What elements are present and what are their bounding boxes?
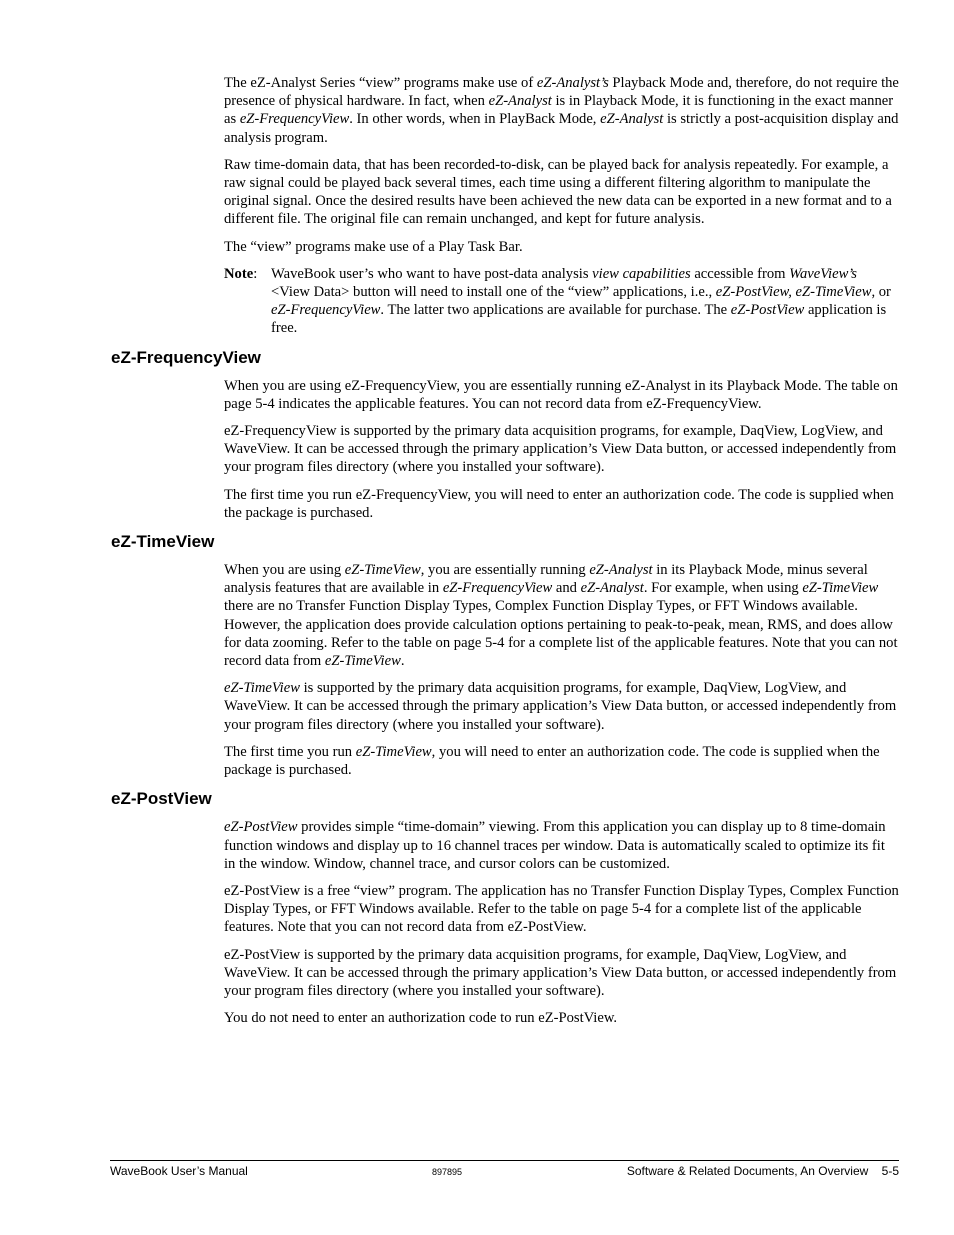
- note-text: [271, 266, 891, 337]
- postview-paragraph-2: [224, 882, 899, 937]
- postview-paragraph-3: [224, 946, 899, 1001]
- text-run: When you are using eZ-FrequencyView, you are essentially running eZ-Analyst in its Playback Mode. The table on page 5-4 indicates the applicable features. You can not record data from eZ-FrequencyView.: [224, 377, 898, 412]
- text-run: , you are essentially running: [420, 562, 590, 579]
- heading-ez-timeview: eZ-TimeView: [111, 532, 215, 552]
- text-run: in its Playback Mode, minus several analysis features that are available in: [224, 562, 868, 597]
- text-run: is in Playback Mode, it is functioning in the exact manner as: [224, 93, 894, 128]
- text-run: application is free.: [271, 302, 887, 337]
- text-run: , or: [871, 284, 891, 301]
- italic-run: WaveView’s: [789, 265, 857, 282]
- text-run: The first time you run: [224, 743, 356, 760]
- italic-run: view capabilities: [592, 265, 691, 282]
- text-run: there are no Transfer Function Display Types, Complex Function Display Types, or FFT Windows available. However, the application does provide calculation options pertaining to peak-to-peak, mean, RMS, and does allow for data zooming. Refer to the table on page 5-4 for a complete list of the applicable features. Note that you can not record data from: [224, 598, 898, 670]
- text-run: . The latter two applications are available for purchase. The: [380, 302, 731, 319]
- text-run: Playback Mode and, therefore, do not require the presence of physical hardware. In fact, when: [224, 75, 899, 110]
- text-run: The first time you run eZ-FrequencyView, you will need to enter an authorization code. The code is supplied when the package is purchased.: [224, 486, 894, 521]
- text-run: You do not need to enter an authorization code to run eZ-PostView.: [224, 1010, 618, 1027]
- italic-run: eZ-PostView: [224, 819, 298, 836]
- postview-paragraph-4: [224, 1009, 899, 1027]
- text-run: eZ-FrequencyView is supported by the primary data acquisition programs, for example, DaqView, LogView, and WaveView. It can be accessed through the primary application’s View Data button, or accessed independently from your program files directory (where you installed your software).: [224, 423, 897, 476]
- footer-section-page: Software & Related Documents, An Overview 5-5: [626, 1164, 899, 1178]
- note-label: Note:: [224, 265, 258, 282]
- text-run: and: [552, 580, 581, 597]
- main-content: [111, 74, 899, 1036]
- italic-run: eZ-TimeView: [802, 580, 879, 597]
- italic-run: eZ-PostView: [730, 302, 805, 319]
- frequencyview-paragraph-1: [224, 377, 899, 413]
- text-run: eZ-PostView is a free “view” program. The application has no Transfer Function Display Types, Complex Function Display Types, or FFT Windows available. Refer to the table on page 5-4 for a complete list of the applicable features. Note that you can not record data from eZ-PostView.: [224, 882, 899, 936]
- text-run: provides simple “time-domain” viewing. From this application you can display up to 8 time-domain function windows and display up to 16 channel traces per window. Data is automatically scaled to optimize its fit in the window. Window, channel trace, and cursor colors can be customized.: [224, 819, 886, 872]
- frequencyview-paragraph-2: [224, 422, 899, 477]
- italic-run: eZ-Analyst: [580, 580, 644, 597]
- italic-run: eZ-TimeView: [224, 680, 300, 697]
- text-run: , you will need to enter an authorization code. The code is supplied when the package is purchased.: [224, 743, 880, 779]
- italic-run: eZ-Analyst: [488, 93, 552, 110]
- italic-run: eZ-TimeView: [324, 653, 401, 670]
- heading-ez-frequencyview: eZ-FrequencyView: [111, 347, 261, 367]
- italic-run: eZ-FrequencyView: [271, 302, 381, 319]
- italic-run: eZ-FrequencyView: [442, 580, 553, 597]
- italic-run: eZ-TimeView: [355, 743, 432, 760]
- italic-run: eZ-Analyst: [589, 562, 653, 579]
- text-run: accessible from: [690, 265, 790, 282]
- text-run: is strictly a post-acquisition display and analysis program.: [224, 111, 899, 146]
- italic-run: eZ-Analyst’s: [536, 75, 609, 91]
- text-run: When you are using: [224, 562, 345, 579]
- text-run: . For example, when using: [643, 580, 803, 597]
- intro-paragraph-3: [224, 238, 899, 256]
- text-run: . In other words, when in PlayBack Mode,: [349, 111, 601, 128]
- note-block: [224, 265, 899, 338]
- text-run: is supported by the primary data acquisition programs, for example, DaqView, LogView, and WaveView. It can be accessed through the primary application’s View Data button, or accessed independently from your program files directory (where you installed your software).: [224, 680, 897, 733]
- italic-run: eZ-PostView, eZ-TimeView: [715, 284, 872, 301]
- text-run: The eZ-Analyst Series “view” programs make use of: [224, 75, 537, 91]
- text-run: Raw time-domain data, that has been recorded-to-disk, can be played back for analysis repeatedly. For example, a raw signal could be played back several times, each time using a different filtering algorithm to manipulate the original signal. Once the desired results have been achieved the new data can be exported in a new format and to a different file. The original file can remain unchanged, and kept for future analysis.: [224, 156, 892, 228]
- text-run: <View Data> button will need to install one of the “view” applications, i.e.,: [271, 284, 716, 301]
- timeview-paragraph-3: [224, 743, 899, 779]
- italic-run: eZ-FrequencyView: [239, 111, 350, 128]
- footer-manual-title: WaveBook User’s Manual: [110, 1164, 248, 1178]
- heading-ez-postview: eZ-PostView: [111, 789, 212, 809]
- frequencyview-paragraph-3: [224, 486, 899, 522]
- text-run: eZ-PostView is supported by the primary data acquisition programs, for example, DaqView, LogView, and WaveView. It can be accessed through the primary application’s View Data button, or accessed independently from your program files directory (where you installed your software).: [224, 946, 897, 999]
- timeview-paragraph-2: [224, 679, 899, 734]
- footer-document-number: 897895: [432, 1167, 463, 1177]
- text-run: WaveBook user’s who want to have post-data analysis: [271, 265, 593, 282]
- intro-paragraph-2: [224, 156, 899, 229]
- italic-run: eZ-TimeView: [344, 562, 421, 579]
- text-run: The “view” programs make use of a Play Task Bar.: [224, 238, 523, 255]
- intro-paragraph-1: [224, 74, 899, 147]
- italic-run: eZ-Analyst: [600, 111, 664, 128]
- postview-paragraph-1: [224, 818, 899, 873]
- page-footer: [110, 1160, 899, 1178]
- text-run: .: [400, 653, 405, 670]
- timeview-paragraph-1: [224, 561, 899, 670]
